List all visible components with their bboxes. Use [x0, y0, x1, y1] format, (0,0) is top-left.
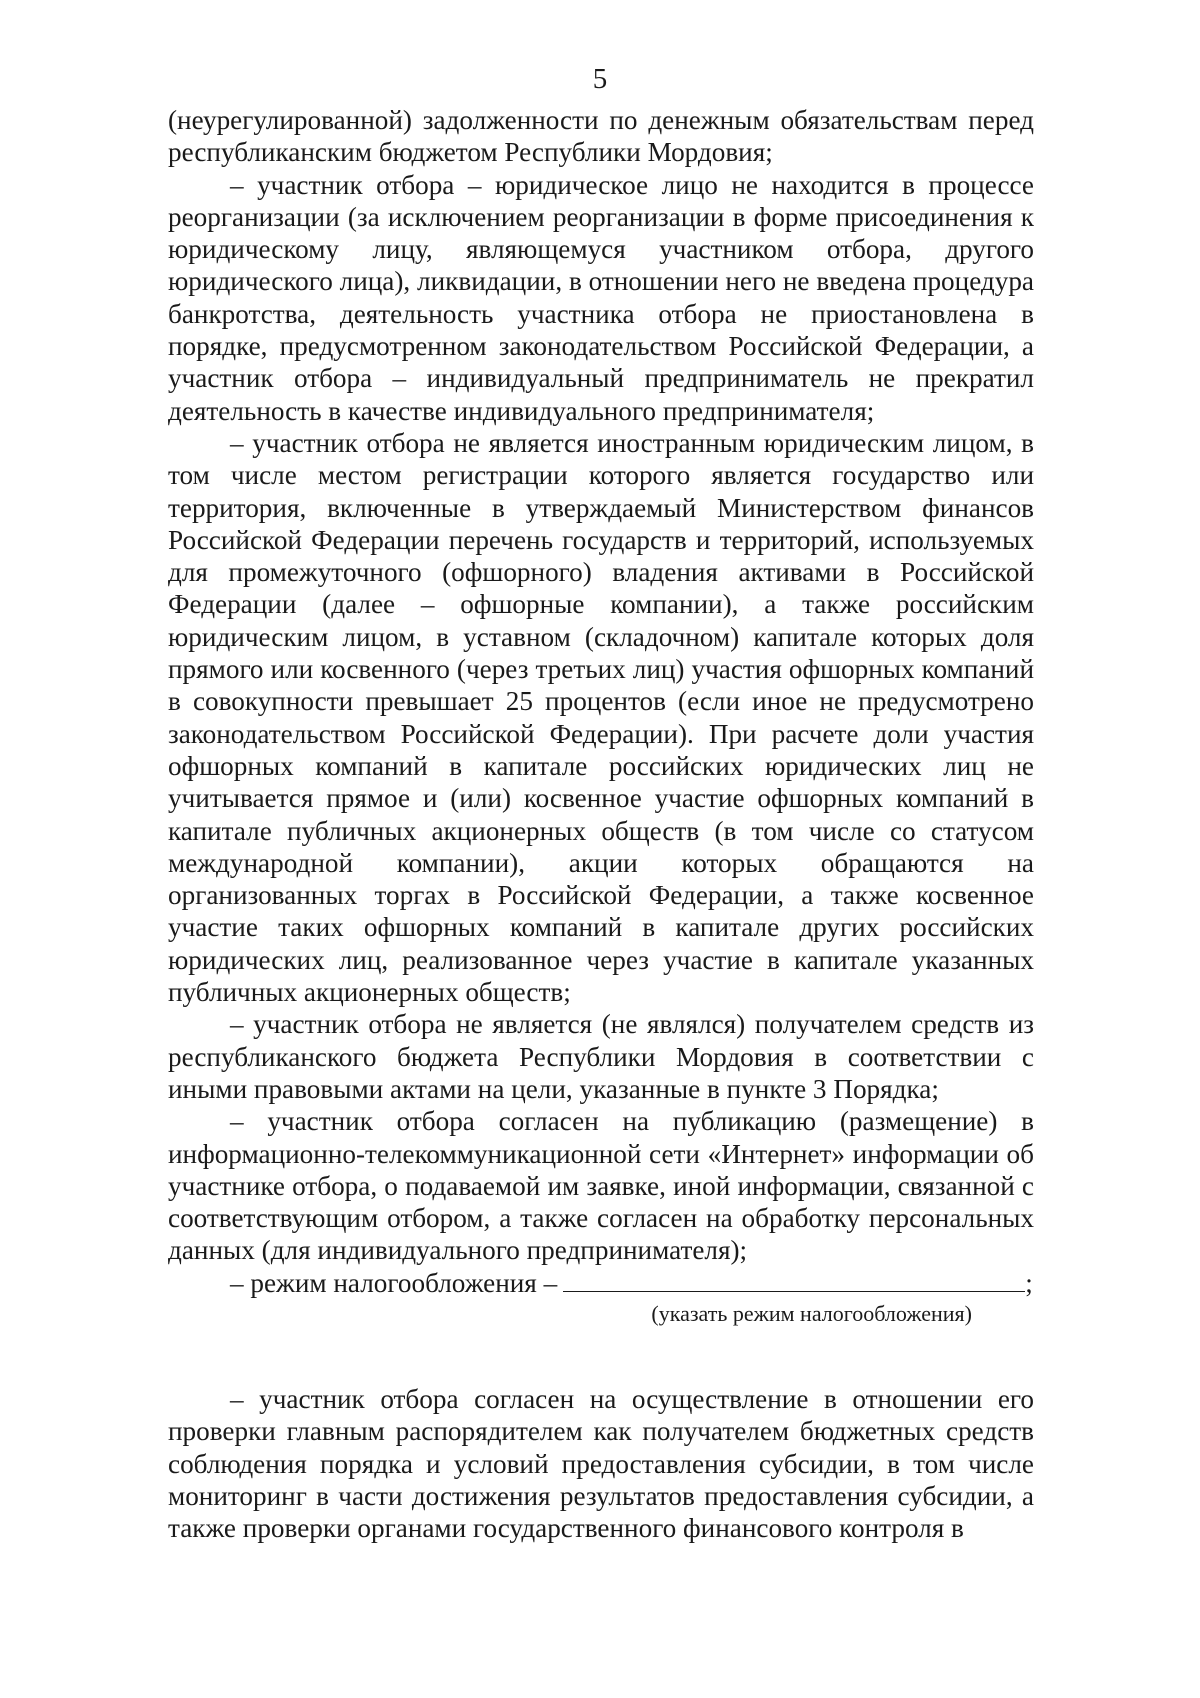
- paragraph-debt-continuation: (неурегулированной) задолженности по денежным обязательствам перед республиканским бюджетом Республики Мордовия;: [168, 105, 1034, 168]
- tax-regime-label: – режим налогообложения –: [230, 1267, 558, 1298]
- tax-regime-hint: (указать режим налогообложения): [651, 1300, 972, 1326]
- tax-regime-line: [168, 1267, 1034, 1299]
- document-body: [168, 104, 1034, 1544]
- tax-regime-terminator: ;: [1025, 1267, 1033, 1298]
- paragraph-audit-consent: – участник отбора согласен на осуществление в отношении его проверки главным распорядителем как получателем бюджетных средств соблюдения порядка и условий предоставления субсидии, в том числе мониторинг в части достижения результатов предоставления субсидии, а также проверки органами государственного финансового контроля в: [168, 1383, 1034, 1544]
- paragraph-publication-consent: – участник отбора согласен на публикацию (размещение) в информационно-телекоммуникационной сети «Интернет» информации об участнике отбора, о подаваемой им заявке, иной информации, связанной с соответствующим отбором, а также согласен на обработку персональных данных (для индивидуального предпринимателя);: [168, 1106, 1034, 1266]
- paragraph-reorganization: – участник отбора – юридическое лицо не находится в процессе реорганизации (за исключением реорганизации в форме присоединения к юридическому лицу, являющемуся участником отбора, другого юридического лица), ликвидации, в отношении него не введена процедура банкротства, деятельность участника отбора не приостановлена в порядке, предусмотренном законодательством Российской Федерации, а участник отбора – индивидуальный предприниматель не прекратил деятельность в качестве индивидуального предпринимателя;: [168, 169, 1034, 426]
- tax-regime-blank-field[interactable]: [563, 1267, 1025, 1292]
- page-number: 5: [592, 63, 608, 95]
- paragraph-other-funds: – участник отбора не является (не являлся) получателем средств из республиканского бюджета Республики Мордовия в соответствии с иными правовыми актами на цели, указанные в пункте 3 Порядка;: [168, 1009, 1034, 1104]
- paragraph-offshore: – участник отбора не является иностранным юридическим лицом, в том числе местом регистрации которого является государство или территория, включенные в утверждаемый Министерством финансов Российской Федерации перечень государств и территорий, используемых для промежуточного (офшорного) владения активами в Российской Федерации (далее – офшорные компании), а также российским юридическим лицом, в уставном (складочном) капитале которых доля прямого или косвенного (через третьих лиц) участия офшорных компаний в совокупности превышает 25 процентов (если иное не предусмотрено законодательством Российской Федерации). При расчете доли участия офшорных компаний в капитале российских юридических лиц не учитывается прямое и (или) косвенное участие офшорных компаний в капитале публичных акционерных обществ (в том числе со статусом международной компании), акции которых обращаются на организованных торгах в Российской Федерации, а также косвенное участие таких офшорных компаний в капитале других российских юридических лиц, реализованное через участие в капитале указанных публичных акционерных обществ;: [168, 427, 1034, 1008]
